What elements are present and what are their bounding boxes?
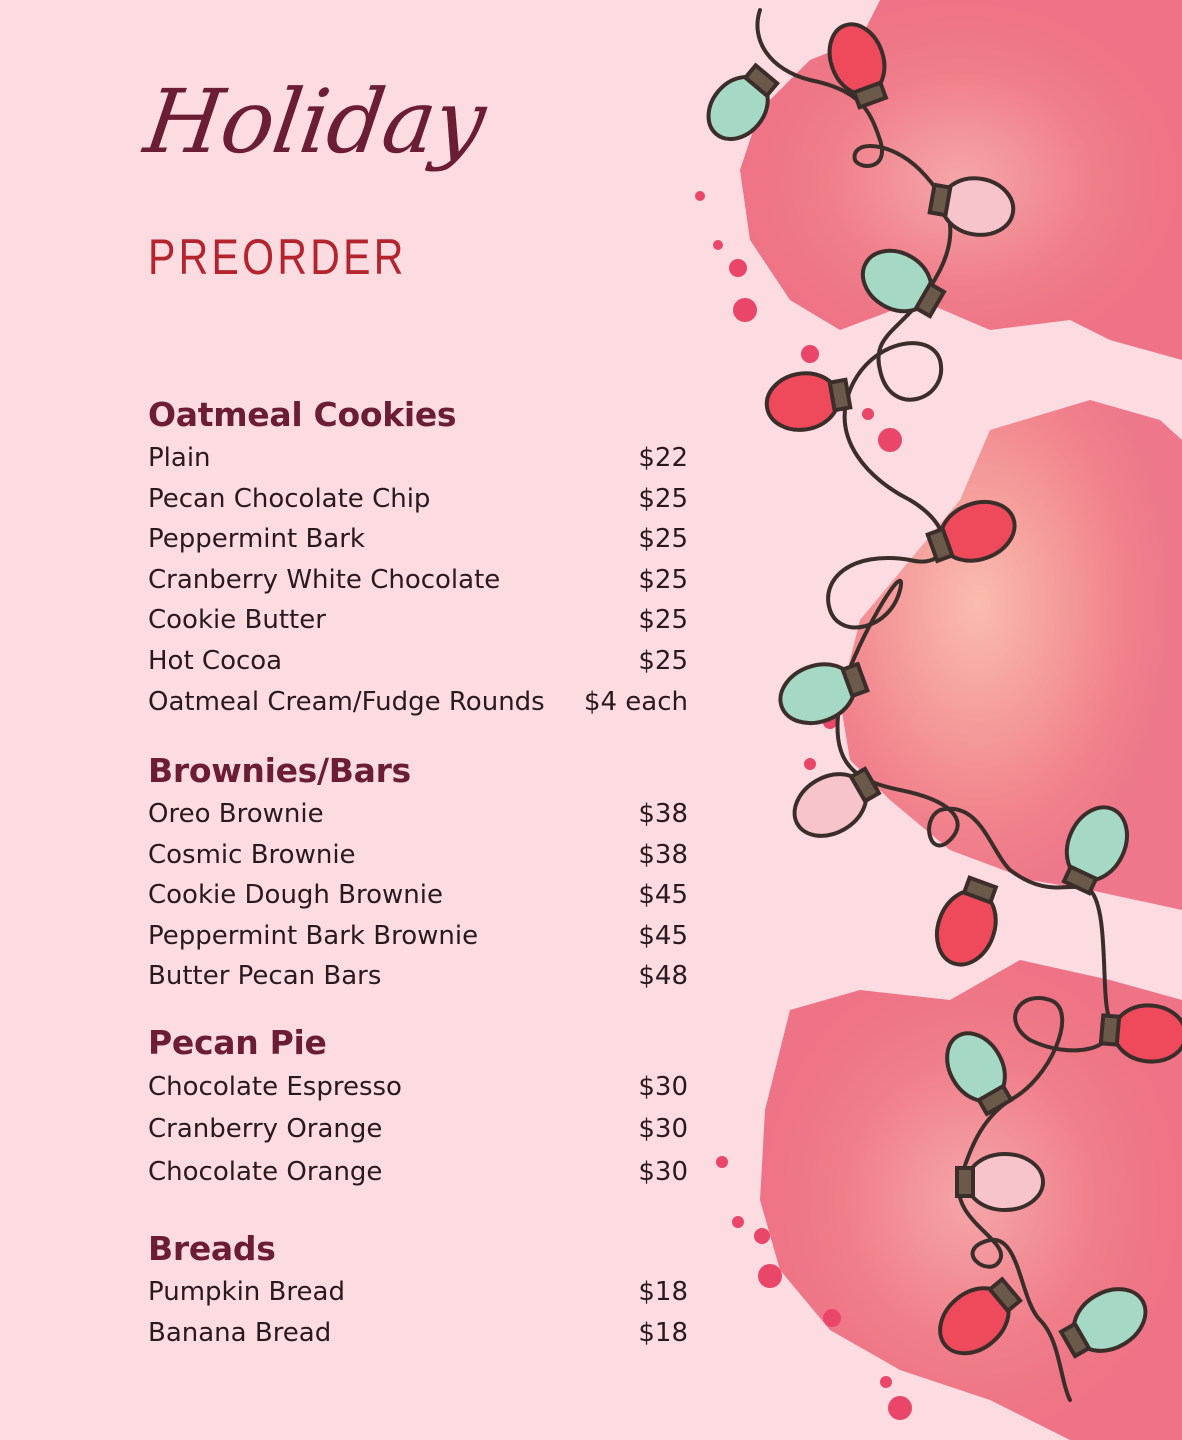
item-name: Oreo Brownie bbox=[148, 798, 324, 829]
menu-item bbox=[148, 1272, 688, 1313]
item-price: $25 bbox=[638, 564, 688, 595]
item-name: Cranberry Orange bbox=[148, 1114, 383, 1145]
item-name: Peppermint Bark bbox=[148, 524, 365, 555]
item-price: $25 bbox=[638, 645, 688, 676]
item-price: $25 bbox=[638, 524, 688, 555]
menu-item bbox=[148, 875, 688, 916]
section-title: Breads bbox=[148, 1229, 276, 1268]
item-name: Pumpkin Bread bbox=[148, 1276, 345, 1307]
item-name: Chocolate Orange bbox=[148, 1156, 383, 1187]
section-pecan-pie bbox=[148, 1024, 688, 1193]
section-title: Oatmeal Cookies bbox=[148, 395, 457, 434]
item-price: $4 each bbox=[583, 686, 688, 717]
menu-item bbox=[148, 560, 688, 601]
item-price: $18 bbox=[638, 1317, 688, 1348]
item-price: $22 bbox=[638, 442, 688, 473]
section-title: Pecan Pie bbox=[148, 1023, 327, 1062]
item-price: $30 bbox=[638, 1156, 688, 1187]
menu-item bbox=[148, 794, 688, 835]
item-price: $30 bbox=[638, 1114, 688, 1145]
item-name: Hot Cocoa bbox=[148, 645, 283, 676]
christmas-lights-decoration bbox=[690, 0, 1182, 1440]
item-price: $30 bbox=[638, 1071, 688, 1102]
item-price: $45 bbox=[638, 920, 688, 951]
section-breads bbox=[148, 1230, 688, 1353]
item-name: Chocolate Espresso bbox=[148, 1071, 402, 1102]
item-price: $45 bbox=[638, 880, 688, 911]
item-price: $38 bbox=[638, 798, 688, 829]
menu-item bbox=[148, 479, 688, 520]
menu-item bbox=[148, 916, 688, 957]
menu-item bbox=[148, 1151, 688, 1194]
item-name: Cookie Dough Brownie bbox=[148, 880, 443, 911]
item-name: Oatmeal Cream/Fudge Rounds bbox=[148, 686, 545, 717]
item-name: Cosmic Brownie bbox=[148, 839, 356, 870]
item-price: $38 bbox=[638, 839, 688, 870]
watercolor-splashes bbox=[695, 0, 1182, 1440]
item-price: $18 bbox=[638, 1276, 688, 1307]
item-price: $25 bbox=[638, 483, 688, 514]
menu-item bbox=[148, 1066, 688, 1109]
menu-item bbox=[148, 519, 688, 560]
menu-item bbox=[148, 600, 688, 641]
menu-subtitle: PREORDER bbox=[148, 229, 407, 285]
item-price: $48 bbox=[638, 961, 688, 992]
section-title: Brownies/Bars bbox=[148, 751, 411, 790]
section-oatmeal-cookies bbox=[148, 396, 688, 722]
menu-item bbox=[148, 1108, 688, 1151]
item-name: Pecan Chocolate Chip bbox=[148, 483, 431, 514]
item-price: $25 bbox=[638, 605, 688, 636]
menu-item bbox=[148, 1313, 688, 1354]
item-name: Peppermint Bark Brownie bbox=[148, 920, 479, 951]
menu-item bbox=[148, 438, 688, 479]
section-brownies-bars bbox=[148, 752, 688, 997]
item-name: Cookie Butter bbox=[148, 605, 326, 636]
menu-item bbox=[148, 835, 688, 876]
menu-item bbox=[148, 641, 688, 682]
item-name: Banana Bread bbox=[148, 1317, 332, 1348]
menu-item bbox=[148, 682, 688, 723]
menu-item bbox=[148, 956, 688, 997]
item-name: Butter Pecan Bars bbox=[148, 961, 382, 992]
item-name: Cranberry White Chocolate bbox=[148, 564, 501, 595]
item-name: Plain bbox=[148, 442, 211, 473]
menu-title-script: Holiday bbox=[138, 70, 491, 173]
